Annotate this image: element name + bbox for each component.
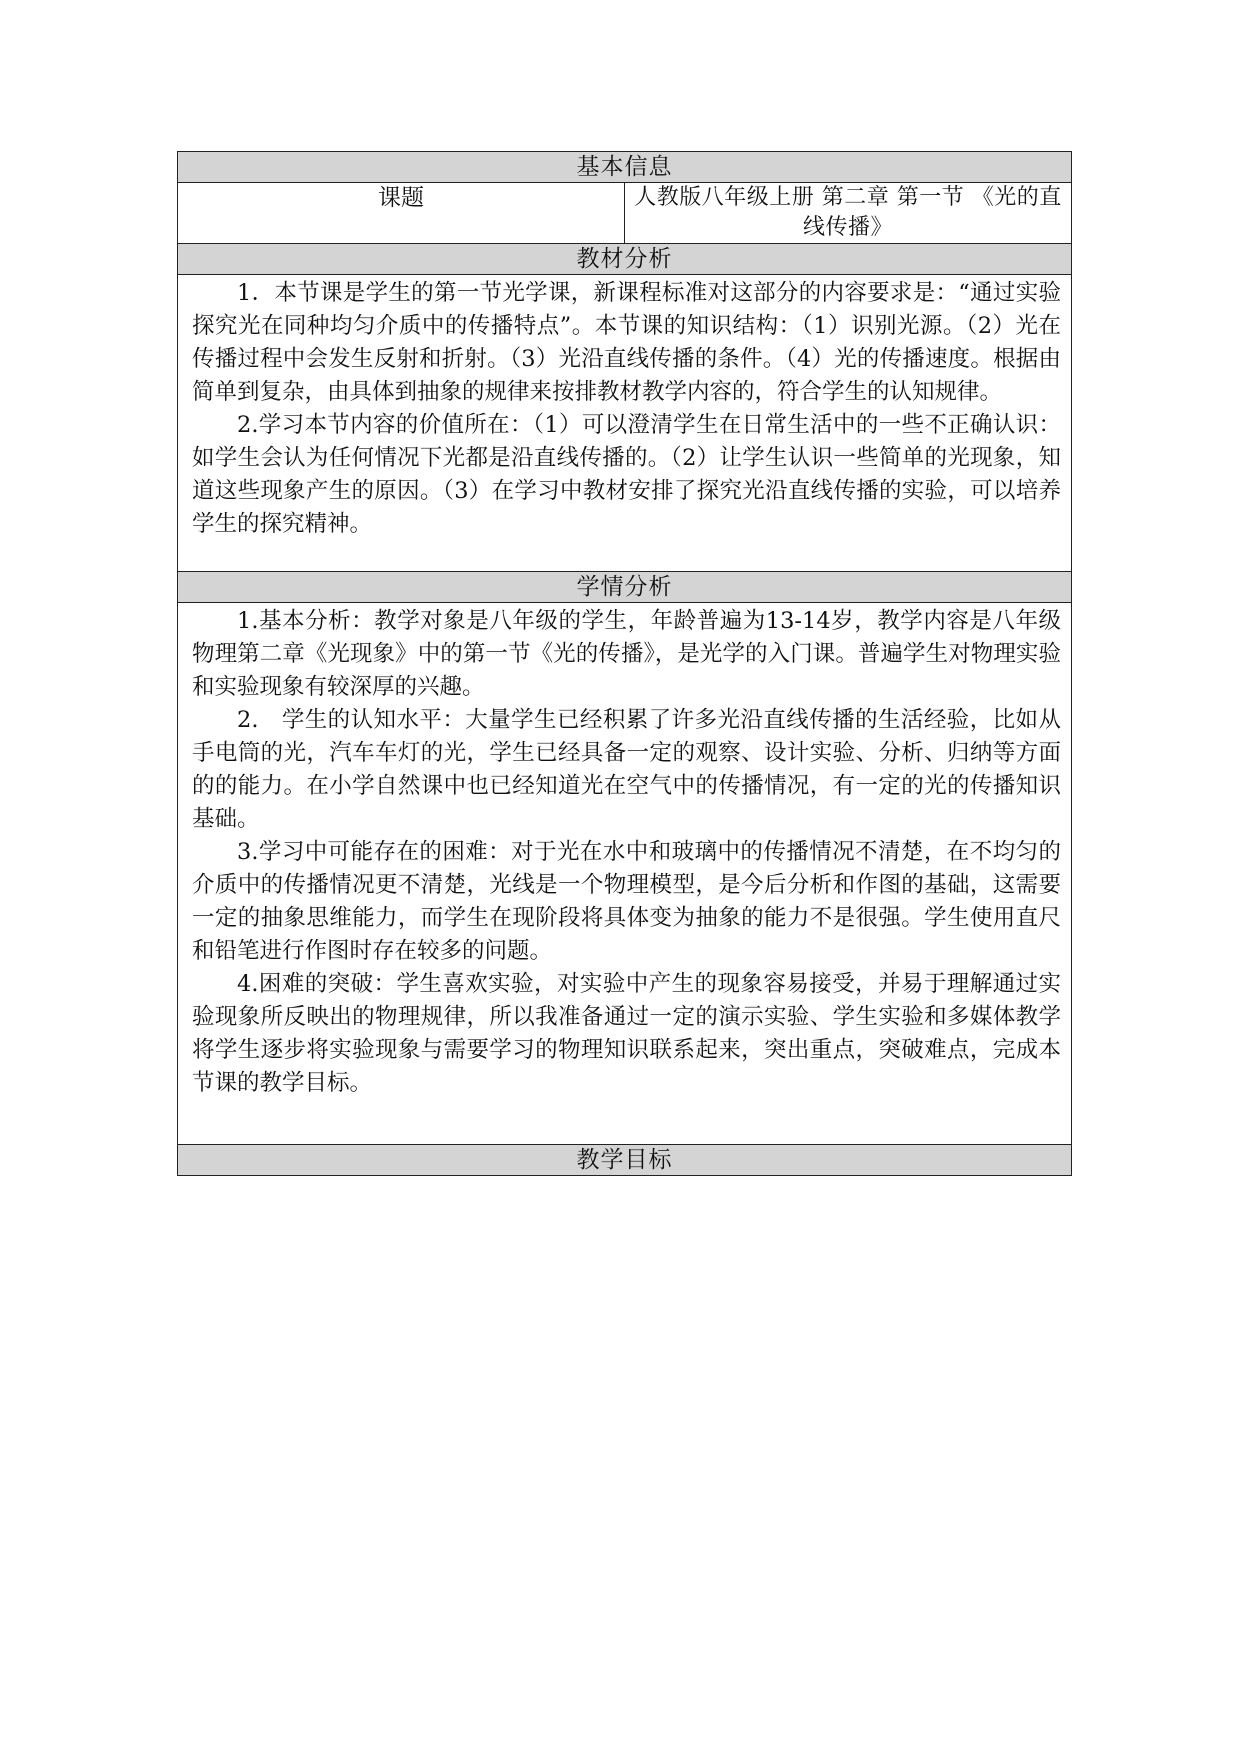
student-paragraph: 3.学习中可能存在的困难：对于光在水中和玻璃中的传播情况不清楚，在不均匀的介质中的传播情况更不清楚，光线是一个物理模型，是今后分析和作图的基础，这需要一定的抽象思维能力，而学生在现阶段将具体变为抽象的能力不是很强。学生使用直尺和铅笔进行作图时存在较多的问题。 (192, 839, 1061, 964)
section-header-basic-info: 基本信息 (178, 152, 1072, 183)
section-header-textbook-analysis: 教材分析 (178, 244, 1072, 275)
textbook-analysis-body (178, 275, 1072, 572)
textbook-paragraph: 2.学习本节内容的价值所在：（1）可以澄清学生在日常生活中的一些不正确认识：如学生会认为任何情况下光都是沿直线传播的。（2）让学生认识一些简单的光现象，知道这些现象产生的原因。（3）在学习中教材安排了探究光沿直线传播的实验，可以培养学生的探究精神。 (192, 412, 1061, 537)
section-header-student-analysis: 学情分析 (178, 572, 1072, 603)
student-paragraph: 1.基本分析：教学对象是八年级的学生，年龄普遍为13-14岁，教学内容是八年级物理第二章《光现象》中的第一节《光的传播》，是光学的入门课。普遍学生对物理实验和实验现象有较深厚的兴趣。 (192, 608, 1061, 700)
topic-label: 课题 (178, 183, 625, 244)
topic-value: 人教版八年级上册 第二章 第一节 《光的直线传播》 (625, 183, 1072, 244)
textbook-paragraph: 1．本节课是学生的第一节光学课，新课程标准对这部分的内容要求是：“通过实验探究光在同种均匀介质中的传播特点”。本节课的知识结构：（1）识别光源。（2）光在传播过程中会发生反射和折射。（3）光沿直线传播的条件。（4）光的传播速度。根据由简单到复杂，由具体到抽象的规律来按排教材教学内容的，符合学生的认知规律。 (192, 280, 1061, 405)
student-paragraph: 4.困难的突破：学生喜欢实验，对实验中产生的现象容易接受，并易于理解通过实验现象所反映出的物理规律，所以我准备通过一定的演示实验、学生实验和多媒体教学将学生逐步将实验现象与需要学习的物理知识联系起来，突出重点，突破难点，完成本节课的教学目标。 (192, 971, 1061, 1096)
student-analysis-body (178, 603, 1072, 1145)
student-paragraph: 2. 学生的认知水平：大量学生已经积累了许多光沿直线传播的生活经验，比如从手电筒的光，汽车车灯的光，学生已经具备一定的观察、设计实验、分析、归纳等方面的的能力。在小学自然课中也已经知道光在空气中的传播情况，有一定的光的传播知识基础。 (192, 707, 1061, 832)
section-header-teaching-goals: 教学目标 (178, 1145, 1072, 1176)
lesson-plan-table (177, 151, 1072, 1176)
